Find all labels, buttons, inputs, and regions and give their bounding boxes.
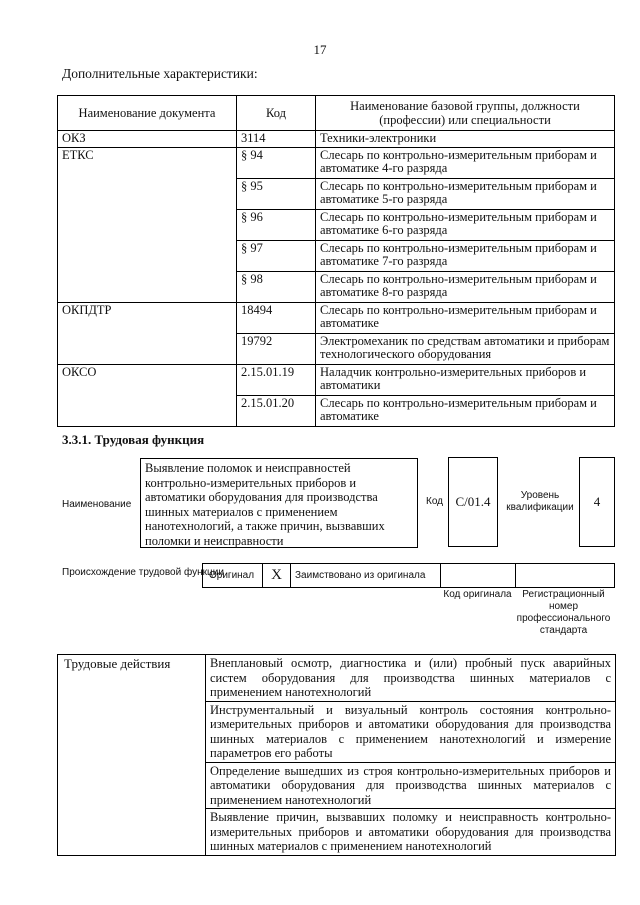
original-label: Оригинал — [202, 564, 262, 587]
row-code: § 98 — [237, 271, 316, 302]
header-group: Наименование базовой группы, должности (профессии) или специальности — [316, 96, 615, 131]
borrowed-label: Заимствовано из оригинала — [290, 564, 440, 587]
original-code-caption: Код оригинала — [443, 589, 512, 600]
registration-number-caption: Регистрационный номер профессионального стандарта — [516, 589, 611, 636]
row-document: ЕТКС — [58, 147, 237, 302]
row-document: ОКЗ — [58, 131, 237, 148]
list-item: Определение вышедших из строя контрольно-измерительных приборов и автоматики оборудования для производства шинных материалов с применением нанотехнологий — [206, 763, 615, 810]
row-code: 18494 — [237, 302, 316, 333]
additional-characteristics-table — [57, 95, 615, 427]
function-code-label: Код — [426, 496, 444, 507]
row-name: Электромеханик по средствам автоматики и приборам технологического оборудования — [316, 333, 615, 364]
row-document: ОКСО — [58, 364, 237, 426]
additional-characteristics-caption: Дополнительные характеристики: — [62, 66, 258, 81]
row-code: § 94 — [237, 147, 316, 178]
list-item: Выявление причин, вызвавших поломку и неисправность контрольно-измерительных приборов и автоматики оборудования для производства шинных материалов с применением нанотехнологий — [210, 810, 611, 853]
row-code: 3114 — [237, 131, 316, 148]
row-name: Слесарь по контрольно-измерительным приборам и автоматике 8-го разряда — [316, 271, 615, 302]
row-name: Слесарь по контрольно-измерительным приборам и автоматике 6-го разряда — [316, 209, 615, 240]
labor-function-heading: 3.3.1. Трудовая функция — [62, 432, 205, 447]
table-row — [58, 364, 615, 395]
row-document: ОКПДТР — [58, 302, 237, 364]
row-name: Слесарь по контрольно-измерительным приборам и автоматике — [316, 395, 615, 426]
table-row — [58, 302, 615, 333]
original-code-cell — [440, 564, 515, 587]
row-code: § 97 — [237, 240, 316, 271]
row-code: 19792 — [237, 333, 316, 364]
list-item: Внеплановый осмотр, диагностика и (или) пробный пуск аварийных систем оборудования для производства шинных материалов с применением нанотехнологий — [206, 655, 615, 702]
row-name: Слесарь по контрольно-измерительным приборам и автоматике 7-го разряда — [316, 240, 615, 271]
row-name: Слесарь по контрольно-измерительным приборам и автоматике — [316, 302, 615, 333]
table-row — [58, 131, 615, 148]
function-origin-row — [202, 563, 615, 588]
table-header-row — [58, 96, 615, 131]
row-name: Слесарь по контрольно-измерительным приборам и автоматике 5-го разряда — [316, 178, 615, 209]
original-mark: X — [262, 564, 290, 587]
row-name: Техники-электроники — [316, 131, 615, 148]
function-code-value: C/01.4 — [448, 457, 498, 547]
row-name: Наладчик контрольно-измерительных приборов и автоматики — [316, 364, 615, 395]
table-row — [58, 147, 615, 178]
row-code: 2.15.01.19 — [237, 364, 316, 395]
labor-actions-header: Трудовые действия — [58, 655, 206, 855]
row-code: § 95 — [237, 178, 316, 209]
row-name: Слесарь по контрольно-измерительным приборам и автоматике 4-го разряда — [316, 147, 615, 178]
qualification-level-label: Уровень квалификации — [506, 490, 574, 513]
row-code: § 96 — [237, 209, 316, 240]
row-code: 2.15.01.20 — [237, 395, 316, 426]
function-origin-label: Происхождение трудовой функции — [62, 567, 224, 578]
header-code: Код — [237, 96, 316, 131]
page-number: 17 — [313, 42, 327, 57]
function-name-label: Наименование — [62, 499, 132, 510]
labor-actions-list — [206, 655, 615, 855]
header-document: Наименование документа — [58, 96, 237, 131]
function-name-box: Выявление поломок и неисправностей контрольно-измерительных приборов и автоматики оборудования для производства шинных материалов с применением нанотехнологий, а также причин, вызвавших поломки и неисправности — [140, 458, 418, 548]
registration-number-cell — [515, 564, 614, 587]
labor-actions-table — [57, 654, 616, 856]
qualification-level-value: 4 — [579, 457, 615, 547]
list-item: Инструментальный и визуальный контроль состояния контрольно-измерительных приборов и автоматики оборудования для производства шинных материалов с применением нанотехнологий и измерение параметров его работы — [206, 702, 615, 763]
